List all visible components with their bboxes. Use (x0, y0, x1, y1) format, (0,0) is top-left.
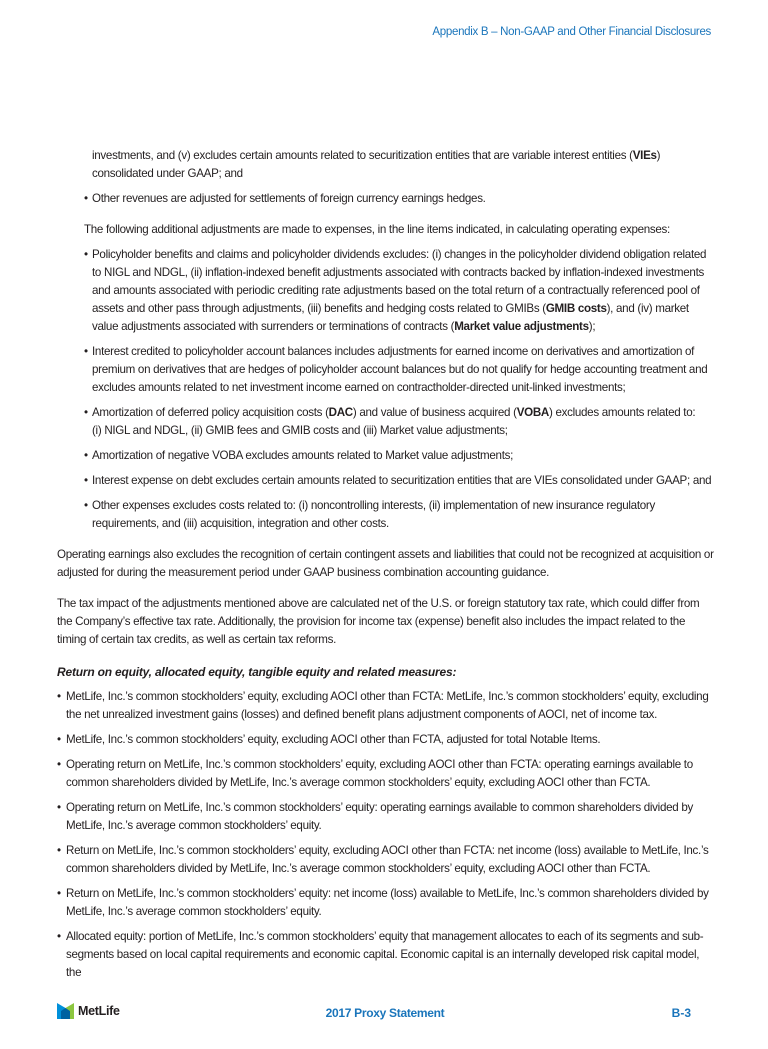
text: investments, and (v) excludes certain amounts related to securitization entities that are variable interest entities ( (92, 149, 633, 162)
term: Market value adjustments (454, 320, 589, 333)
list-item: • Other revenues are adjusted for settlements of foreign currency earnings hedges. (57, 190, 717, 208)
term: DAC (328, 406, 353, 419)
list-item: • MetLife, Inc.’s common stockholders’ equity, excluding AOCI other than FCTA: MetLife, Inc.’s common stockholders’ equity, excluding the net unrealized investment gains (losses) and defined benefit plans adjustment components of AOCI, net of income tax. (57, 688, 717, 724)
metlife-logo (57, 1003, 120, 1019)
term-vies: VIEs (632, 149, 657, 162)
paragraph: The following additional adjustments are made to expenses, in the line items indicated, in calculating operating expenses: (84, 223, 670, 236)
text: ) consolidated under GAAP; and (92, 149, 661, 180)
metlife-logo-icon (57, 1003, 74, 1019)
page-footer (57, 1003, 713, 1025)
list-item: • Operating return on MetLife, Inc.’s common stockholders’ equity, excluding AOCI other than FCTA: operating earnings available to common shareholders divided by MetLife, Inc.’s average common stockholders’ equity, excluding AOCI other than FCTA. (57, 756, 717, 792)
text: ), and (iv) market value adjustments associated with surrenders or terminations of contracts ( (92, 302, 689, 333)
paragraph: Operating earnings also excludes the recognition of certain contingent assets and liabilities that could not be recognized at acquisition or adjusted for during the measurement period under GAAP business combination accounting guidance. (57, 548, 714, 579)
text: ); (588, 320, 596, 333)
page-number: B-3 (671, 1006, 691, 1020)
paragraph-continuation (57, 147, 717, 183)
document-body (57, 147, 717, 989)
list-item: • Interest credited to policyholder account balances includes adjustments for earned income on derivatives and amortization of premium on derivatives that are hedges of policyholder account balances but do not qualify for hedge accounting treatment and excludes amounts related to net investment income earned on contractholder-directed unit-linked investments; (57, 343, 717, 397)
list-item: • Allocated equity: portion of MetLife, Inc.’s common stockholders’ equity that management allocates to each of its segments and sub-segments based on local capital requirements and economic capital. Economic capital is an internally developed risk capital model, the (57, 928, 717, 982)
list-item: • Interest expense on debt excludes certain amounts related to securitization entities that are VIEs consolidated under GAAP; and (57, 472, 717, 490)
text: (i) NIGL and NDGL, (ii) GMIB fees and GMIB costs and (iii) Market value adjustments; (92, 424, 508, 437)
list-item: • Other expenses excludes costs related to: (i) noncontrolling interests, (ii) implementation of new insurance regulatory requirements, and (iii) acquisition, integration and other costs. (57, 497, 717, 533)
term: GMIB costs (545, 302, 607, 315)
list-item: • Operating return on MetLife, Inc.’s common stockholders’ equity: operating earnings available to common shareholders divided by MetLife, Inc.’s average common stockholders’ equity. (57, 799, 717, 835)
text: Policyholder benefits and claims and policyholder dividends excludes: (i) changes in the policyholder dividend obligation related to NIGL and NDGL, (ii) inflation-indexed benefit adjustments associated with contracts backed by inflation-indexed investments and amounts associated with periodic crediting rate adjustments based on the total return of a contractually referenced pool of assets and other pass through adjustments, (iii) benefits and hedging costs related to GMIBs ( (92, 248, 707, 315)
running-header: Appendix B – Non-GAAP and Other Financial Disclosures (432, 26, 711, 38)
list-item: • Amortization of negative VOBA excludes amounts related to Market value adjustments; (57, 447, 717, 465)
list-item (57, 246, 717, 336)
list-item: • Return on MetLife, Inc.’s common stockholders’ equity, excluding AOCI other than FCTA: net income (loss) available to MetLife, Inc.’s common shareholders divided by MetLife, Inc.’s average common stockholders’ equity, excluding AOCI other than FCTA. (57, 842, 717, 878)
footer-title: 2017 Proxy Statement (325, 1006, 445, 1020)
list-item: • Return on MetLife, Inc.’s common stockholders’ equity: net income (loss) available to MetLife, Inc.’s common shareholders divided by MetLife, Inc.’s average common stockholders’ equity. (57, 885, 717, 921)
logo-text: MetLife (78, 1004, 120, 1018)
term: VOBA (516, 406, 549, 419)
section-heading: Return on equity, allocated equity, tangible equity and related measures: (57, 665, 457, 679)
paragraph: The tax impact of the adjustments mentioned above are calculated net of the U.S. or foreign statutory tax rate, which could differ from the Company’s effective tax rate. Additionally, the provision for income tax (expense) benefit also includes the impact related to the timing of certain tax credits, as well as certain tax reforms. (57, 597, 700, 646)
text: Amortization of deferred policy acquisition costs ( (92, 406, 329, 419)
text: ) excludes amounts related to: (548, 406, 696, 419)
list-item: • MetLife, Inc.’s common stockholders’ equity, excluding AOCI other than FCTA, adjusted for total Notable Items. (57, 731, 717, 749)
text: ) and value of business acquired ( (352, 406, 517, 419)
list-item (57, 404, 717, 440)
